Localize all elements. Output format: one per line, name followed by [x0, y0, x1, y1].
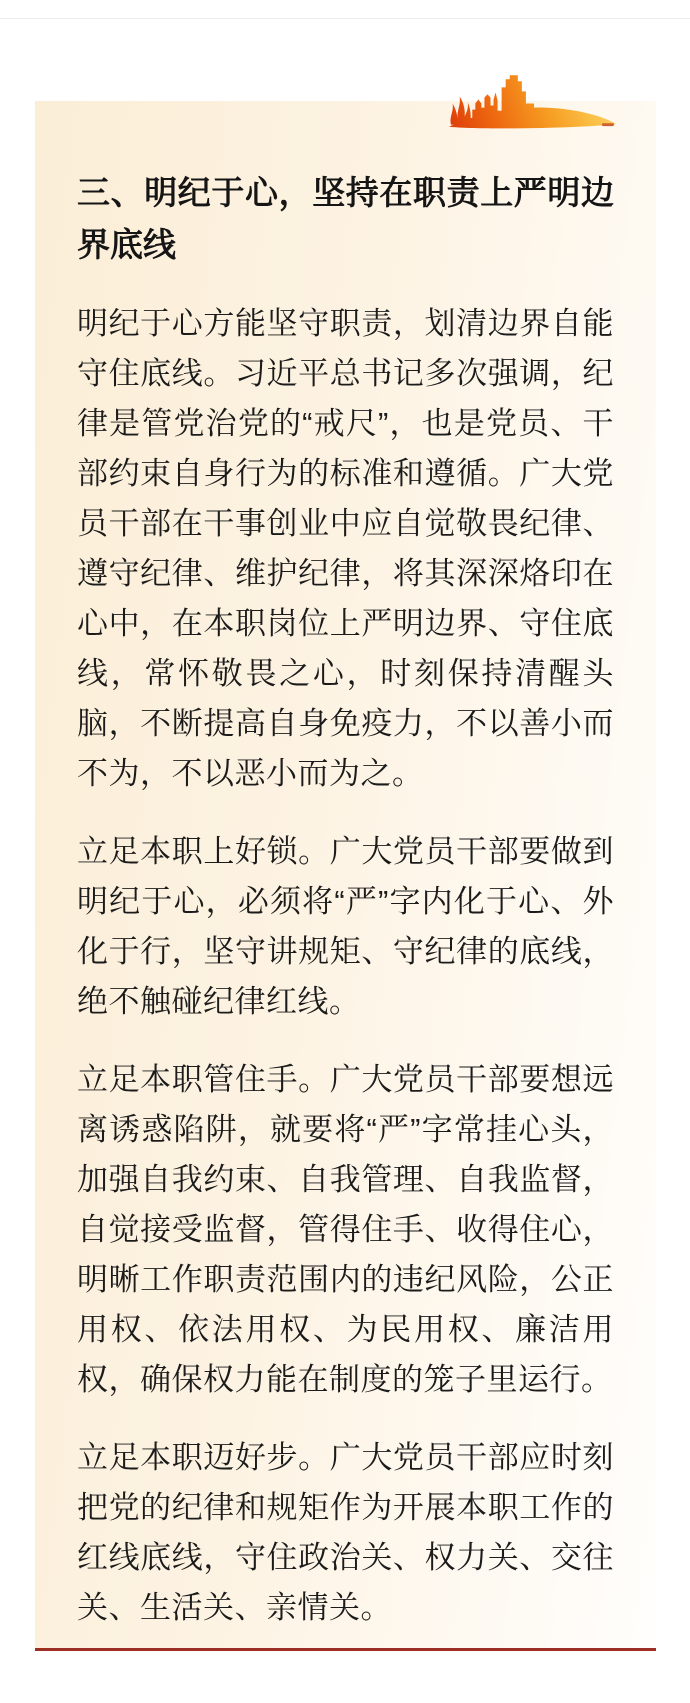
- paragraph-4: 立足本职迈好步。广大党员干部应时刻把党的纪律和规矩作为开展本职工作的红线底线，守住政治关、权力关、交往关、生活关、亲情关。: [77, 1440, 614, 1625]
- section-heading: 三、明纪于心，坚持在职责上严明边界底线: [77, 174, 614, 263]
- top-divider: [0, 18, 690, 19]
- city-skyline-icon: [448, 72, 618, 131]
- paragraph-3: 立足本职管住手。广大党员干部要想远离诱惑陷阱，就要将“严”字常挂心头，加强自我约束、自我管理、自我监督，自觉接受监督，管得住手、收得住心，明晰工作职责范围内的违纪风险，公正用权、依法用权、为民用权、廉洁用权，确保权力能在制度的笼子里运行。: [77, 1062, 614, 1397]
- paragraph-1: 明纪于心方能坚守职责，划清边界自能守住底线。习近平总书记多次强调，纪律是管党治党的“戒尺”，也是党员、干部约束自身行为的标准和遵循。广大党员干部在干事创业中应自觉敬畏纪律、遵守纪律、维护纪律，将其深深烙印在心中，在本职岗位上严明边界、守住底线，常怀敬畏之心，时刻保持清醒头脑，不断提高自身免疫力，不以善小而不为，不以恶小而为之。: [77, 306, 614, 791]
- article-card: [35, 101, 656, 1651]
- paragraph-2: 立足本职上好锁。广大党员干部要做到明纪于心，必须将“严”字内化于心、外化于行，坚守讲规矩、守纪律的底线，绝不触碰纪律红线。: [77, 834, 614, 1019]
- skyline-dash: [602, 123, 614, 126]
